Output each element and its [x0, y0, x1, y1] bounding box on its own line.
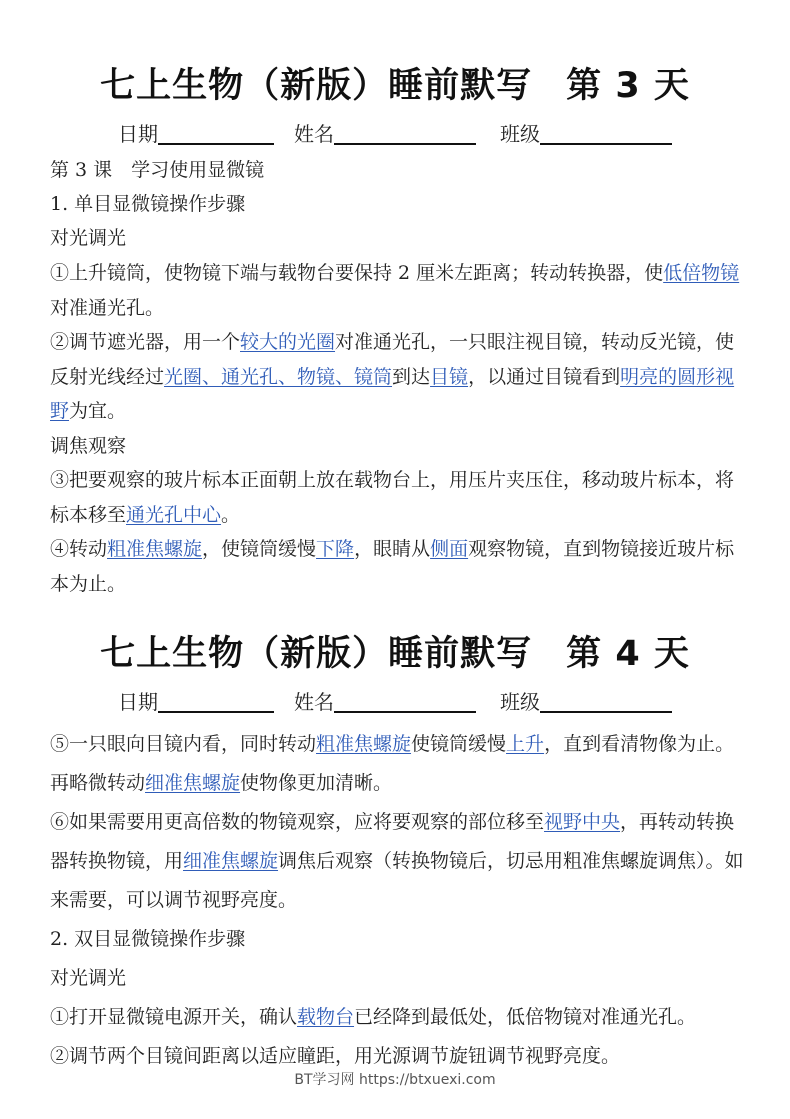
date-blank[interactable]	[158, 689, 274, 713]
answer-blank: 粗准焦螺旋	[107, 538, 203, 560]
date-field	[118, 118, 274, 147]
answer-blank: 目镜	[430, 365, 469, 388]
answer-blank: 视野中央	[544, 811, 621, 833]
answer-blank: 低倍物镜	[663, 262, 740, 284]
name-label: 姓名	[294, 122, 334, 146]
class-field	[500, 118, 672, 147]
answer-blank: 光圈、通光孔、物镜、镜筒	[164, 365, 393, 388]
answer-blank: 细准焦螺旋	[183, 850, 279, 872]
answer-blank: 下降	[316, 538, 355, 560]
step-paragraph: ③把要观察的玻片标本正面朝上放在载物台上，用压片夹压住，移动玻片标本，将标本移至通光孔中心。	[50, 469, 735, 526]
answer-blank: 较大的光圈	[240, 331, 336, 353]
day3-body-block	[50, 256, 750, 601]
section-heading: 1. 单目显微镜操作步骤	[50, 193, 246, 215]
step-paragraph: ①上升镜筒，使物镜下端与载物台要保持 2 厘米左距离；转动转换器，使低倍物镜对准通光孔。	[50, 262, 740, 319]
class-blank[interactable]	[540, 121, 672, 145]
subheading: 对光调光	[50, 967, 127, 989]
lesson-title: 第 3 课 学习使用显微镜	[50, 159, 265, 181]
day3-title-text: 七上生物（新版）睡前默写	[100, 66, 533, 106]
step-paragraph: ⑤一只眼向目镜内看，同时转动粗准焦螺旋使镜筒缓慢上升，直到看清物像为止。再略微转动细准焦螺旋使物像更加清晰。	[50, 733, 735, 794]
day4-title	[0, 626, 790, 676]
date-field	[118, 686, 274, 715]
step-paragraph: ②调节两个目镜间距离以适应瞳距，用光源调节旋钮调节视野亮度。	[50, 1045, 621, 1067]
answer-blank: 粗准焦螺旋	[316, 733, 412, 755]
step-paragraph: ②调节遮光器，用一个较大的光圈对准通光孔，一只眼注视目镜，转动反光镜，使反射光线经过光圈、通光孔、物镜、镜筒到达目镜，以通过目镜看到明亮的圆形视野为宜。	[50, 331, 735, 422]
name-field	[294, 686, 476, 715]
site-footer[interactable]: BT学习网 https://btxuexi.com	[294, 1072, 496, 1088]
answer-blank: 侧面	[430, 538, 469, 560]
class-label: 班级	[500, 690, 540, 714]
class-field	[500, 686, 672, 715]
answer-blank: 上升	[506, 733, 545, 755]
date-label: 日期	[118, 122, 158, 146]
step-paragraph: ⑥如果需要用更高倍数的物镜观察，应将要观察的部位移至视野中央，再转动转换器转换物镜，用细准焦螺旋调焦后观察（转换物镜后，切忌用粗准焦螺旋调焦）。如来需要，可以调节视野亮度。	[50, 811, 744, 911]
answer-blank: 通光孔中心	[126, 503, 222, 526]
name-label: 姓名	[294, 690, 334, 714]
day4-title-text: 七上生物（新版）睡前默写	[100, 634, 533, 674]
subheading: 对光调光	[50, 227, 127, 249]
name-blank[interactable]	[334, 689, 476, 713]
day3-title	[0, 58, 790, 108]
name-blank[interactable]	[334, 121, 476, 145]
day3-label: 第 3 天	[566, 66, 690, 106]
step-paragraph: ①打开显微镜电源开关，确认载物台已经降到最低处，低倍物镜对准通光孔。	[50, 1006, 697, 1028]
day4-body-block	[50, 725, 750, 1076]
day4-label: 第 4 天	[566, 634, 690, 674]
answer-blank: 细准焦螺旋	[145, 772, 241, 794]
name-field	[294, 118, 476, 147]
section-heading: 2. 双目显微镜操作步骤	[50, 928, 246, 950]
answer-blank: 明亮的圆形视野	[50, 365, 735, 422]
date-label: 日期	[118, 690, 158, 714]
subheading: 调焦观察	[50, 434, 127, 457]
class-blank[interactable]	[540, 689, 672, 713]
answer-blank: 载物台	[297, 1006, 355, 1028]
step-paragraph: ④转动粗准焦螺旋，使镜筒缓慢下降，眼睛从侧面观察物镜，直到物镜接近玻片标本为止。	[50, 538, 735, 595]
date-blank[interactable]	[158, 121, 274, 145]
day3-header-block	[50, 153, 750, 255]
class-label: 班级	[500, 122, 540, 146]
